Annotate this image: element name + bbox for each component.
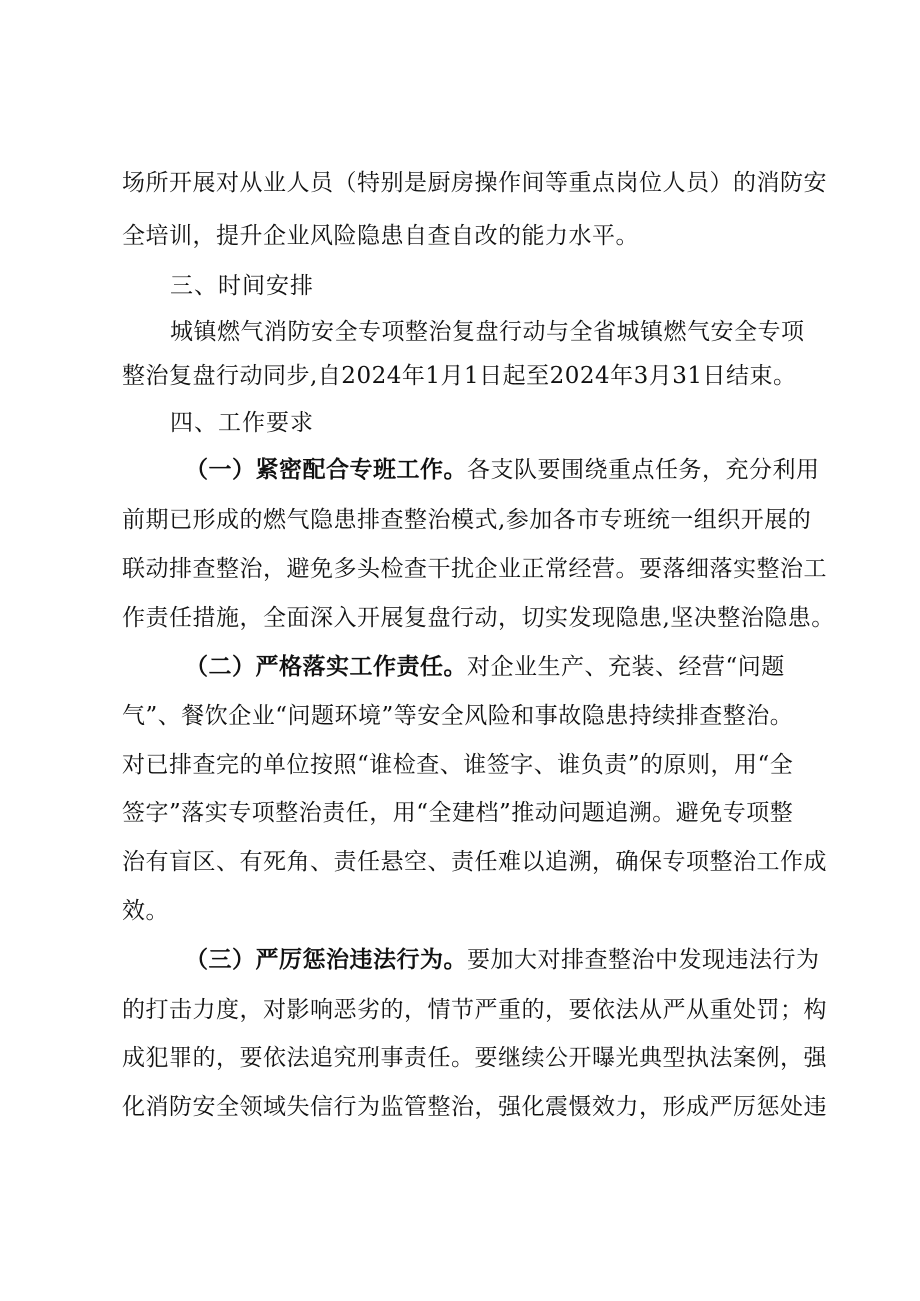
item-2-line-5: 治有盲区、有死角、责任悬空、责任难以追溯，确保专项整治工作成 [122, 849, 827, 875]
item-3-line-2: 的打击力度，对影响恶劣的，情节严重的，要依法从严从重处罚；构 [122, 997, 827, 1023]
item-2-title: （二）严格落实工作责任。 [185, 654, 467, 680]
section-heading-time-schedule: 三、时间安排 [170, 273, 314, 299]
item-2-line-1 [185, 652, 865, 682]
item-1-line-1-text: 各支队要围绕重点任务，充分利用 [467, 457, 820, 483]
item-3-line-4: 化消防安全领域失信行为监管整治，强化震慑效力，形成严厉惩处违 [122, 1094, 827, 1120]
item-3-line-1 [185, 945, 865, 975]
para-1-line-1: 场所开展对从业人员（特别是厨房操作间等重点岗位人员）的消防安 [122, 170, 827, 196]
item-1-line-3: 联动排查整治，避免多头检查干扰企业正常经营。要落细落实整治工 [122, 556, 827, 582]
item-2-line-6: 效。 [122, 898, 169, 924]
section-heading-work-requirements: 四、工作要求 [170, 410, 314, 436]
item-1-line-2: 前期已形成的燃气隐患排查整治模式,参加各市专班统一组织开展的 [122, 507, 812, 533]
item-2-line-3: 对已排查完的单位按照“谁检查、谁签字、谁负责”的原则，用“全 [122, 752, 794, 778]
para-2-line-2: 整治复盘行动同步,自2024年1月1日起至2024年3月31日结束。 [122, 363, 797, 389]
item-3-line-3: 成犯罪的，要依法追究刑事责任。要继续公开曝光典型执法案例，强 [122, 1045, 827, 1071]
item-1-title: （一）紧密配合专班工作。 [185, 457, 467, 483]
item-2-line-2: 气”、餐饮企业“问题环境”等安全风险和事故隐患持续排查整治。 [122, 703, 794, 729]
item-3-title: （三）严厉惩治违法行为。 [185, 947, 467, 973]
item-3-line-1-text: 要加大对排查整治中发现违法行为 [467, 947, 820, 973]
item-2-line-1-text: 对企业生产、充装、经营“问题 [467, 654, 785, 680]
para-1-line-2: 全培训，提升企业风险隐患自查自改的能力水平。 [122, 223, 639, 249]
para-2-line-1: 城镇燃气消防安全专项整治复盘行动与全省城镇燃气安全专项 [170, 319, 805, 345]
item-2-line-4: 签字”落实专项整治责任，用“全建档”推动问题追溯。避免专项整 [122, 800, 794, 826]
item-1-line-1 [185, 455, 865, 485]
item-1-line-4: 作责任措施，全面深入开展复盘行动，切实发现隐患,坚决整治隐患。 [122, 605, 835, 631]
